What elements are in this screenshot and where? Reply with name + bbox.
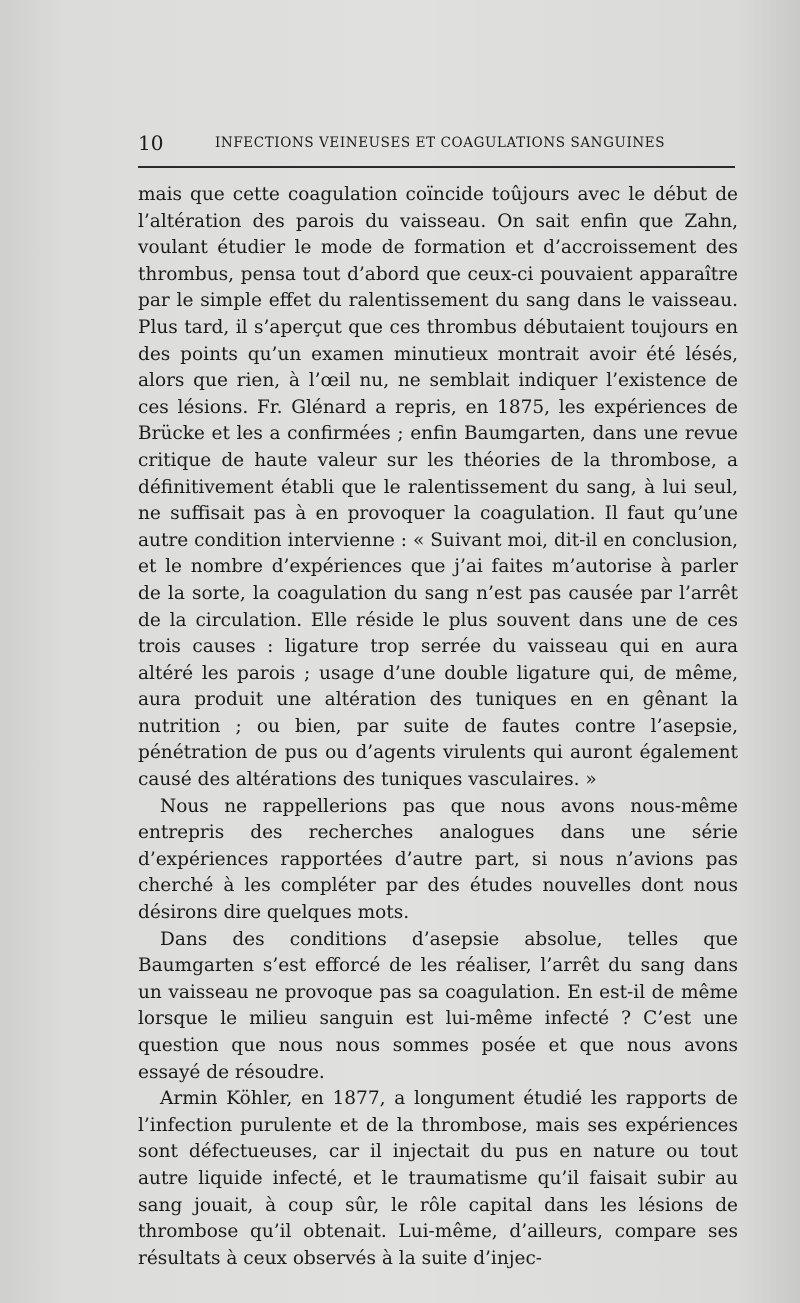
page-number: 10	[138, 131, 164, 155]
paragraph-2: Nous ne rappellerions pas que nous avons nous-même entrepris des recherches analogues dans une série d’expériences rapportées d’autre part, si nous n’avions pas cherché à les compléter par des études nouvelles dont nous désirons dire quelques mots.	[138, 795, 738, 924]
paragraph-3: Dans des conditions d’asepsie absolue, telles que Baumgarten s’est efforcé de les réaliser, l’arrêt du sang dans un vaisseau ne provoque pas sa coagulation. En est-il de même lorsque le milieu sanguin est lui-même infecté ? C’est une question que nous nous sommes posée et que nous avons essayé de résoudre.	[138, 928, 738, 1083]
running-title: INFECTIONS VEINEUSES ET COAGULATIONS SANGUINES	[215, 135, 666, 151]
body-text	[138, 182, 738, 1272]
header-rule	[138, 166, 735, 168]
page-header	[138, 130, 738, 156]
paragraph-1: mais que cette coagulation coïncide toûjours avec le début de l’altération des parois du vaisseau. On sait enfin que Zahn, voulant étudier le mode de formation et d’accroissement des thrombus, pensa tout d’abord que ceux-ci pouvaient apparaître par le simple effet du ralentissement du sang dans le vaisseau. Plus tard, il s’aperçut que ces thrombus débutaient toujours en des points qu’un examen minutieux montrait avoir été lésés, alors que rien, à l’œil nu, ne semblait indiquer l’existence de ces lésions. Fr. Glénard a repris, en 1875, les expériences de Brücke et les a confirmées ; enfin Baumgarten, dans une revue critique de haute valeur sur les théories de la thrombose, a définitivement établi que le ralentissement du sang, à lui seul, ne suffisait pas à en provoquer la coagulation. Il faut qu’une autre condition intervienne : « Suivant moi, dit-il en conclusion, et le nombre d’expériences que j’ai faites m’autorise à parler de la sorte, la coagulation du sang n’est pas causée par l’arrêt de la circulation. Elle réside le plus souvent dans une de ces trois causes : ligature trop serrée du vaisseau qui en aura altéré les parois ; usage d’une double ligature qui, de même, aura produit une altération des tuniques en en gênant la nutrition ; ou bien, par suite de fautes contre l’asepsie, pénétration de pus ou d’agents virulents qui auront également causé des altérations des tuniques vasculaires. »	[138, 184, 738, 791]
paragraph-4: Armin Köhler, en 1877, a longument étudié les rapports de l’infection purulente et de la thrombose, mais ses expériences sont défectueuses, car il injectait du pus en nature ou tout autre liquide infecté, et le traumatisme qu’il faisait subir au sang jouait, à coup sûr, le rôle capital dans les lésions de thrombose qu’il obtenait. Lui-même, d’ailleurs, compare ses résultats à ceux observés à la suite d’injec-	[138, 1088, 738, 1269]
